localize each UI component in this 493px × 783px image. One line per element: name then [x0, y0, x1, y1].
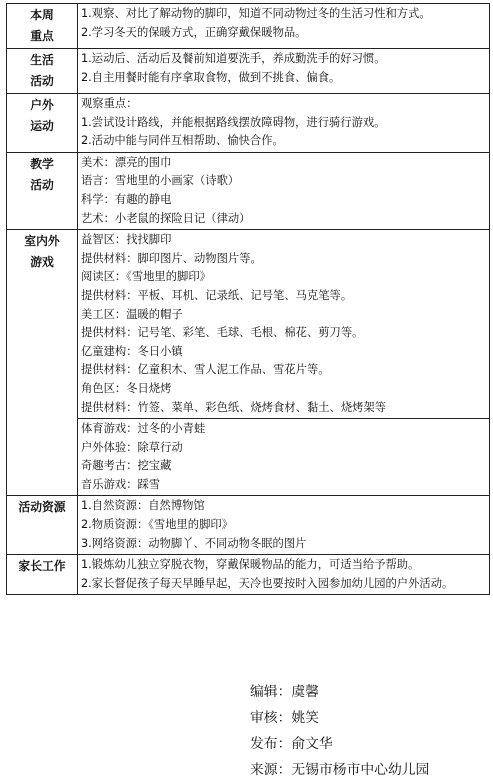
row-content — [78, 152, 490, 229]
content-line: 语言：雪地里的小画家（诗歌） — [81, 174, 240, 188]
row-content — [78, 555, 490, 595]
outdoor-games-block — [78, 419, 490, 496]
row-content — [78, 496, 490, 555]
weekly-plan-table — [6, 3, 490, 595]
indoor-areas-block — [78, 230, 490, 419]
row-content — [78, 4, 490, 49]
row-label: 本周 重点 — [7, 4, 78, 49]
row-content — [78, 49, 490, 94]
content-line: 阅读区：《雪地里的脚印》 — [81, 270, 211, 284]
content-line: 提供材料：脚印图片、动物图片等。 — [81, 251, 262, 265]
row-label: 户外 运动 — [7, 94, 78, 153]
row-indoor-outdoor-games-outdoor — [7, 419, 490, 496]
credits-block — [250, 679, 429, 783]
content-line: 提供材料：亿童积木、雪人泥工作品、雪花片等。 — [81, 363, 330, 377]
row-teaching-activity — [7, 152, 490, 229]
content-line: 角色区：冬日烧烤 — [81, 381, 172, 395]
source-credit: 来源：无锡市杨市中心幼儿园 — [250, 762, 430, 778]
content-line: 2.学习冬天的保暖方式，正确穿戴保暖物品。 — [81, 25, 307, 39]
content-line: 1.锻炼幼儿独立穿脱衣物，穿戴保暖物品的能力，可适当给予帮助。 — [81, 558, 420, 572]
row-label: 活动资源 — [7, 496, 78, 555]
weekly-plan-sheet — [6, 3, 490, 595]
row-label: 室内外 游戏 — [7, 230, 78, 496]
publisher-credit: 发布：俞文华 — [250, 736, 333, 752]
content-line: 提供材料：竹签、菜单、彩色纸、烧烤食材、黏土、烧烤架等 — [81, 400, 387, 414]
reviewer-credit: 审核：姚笑 — [250, 710, 319, 726]
row-label: 家长工作 — [7, 555, 78, 595]
content-line: 提供材料：平板、耳机、记录纸、记号笔、马克笔等。 — [81, 288, 353, 302]
content-line: 1.运动后、活动后及餐前知道要洗手，养成勤洗手的好习惯。 — [81, 52, 386, 65]
content-line: 2.活动中能与同伴互相帮助、愉快合作。 — [81, 134, 284, 148]
content-line: 2.物质资源：《雪地里的脚印》 — [81, 518, 233, 532]
content-line: 美术：漂亮的围巾 — [81, 155, 172, 169]
row-label: 教学 活动 — [7, 152, 78, 229]
content-line: 2.自主用餐时能有序拿取食物，做到不挑食、偏食。 — [81, 70, 341, 84]
editor-credit: 编辑：虞馨 — [250, 684, 319, 700]
content-line: 提供材料：记号笔、彩笔、毛球、毛根、棉花、剪刀等。 — [81, 326, 364, 340]
content-line: 1.尝试设计路线，并能根据路线摆放障碍物，进行骑行游戏。 — [81, 115, 386, 129]
row-life-activity — [7, 49, 490, 94]
content-line: 美工区：温暖的帽子 — [81, 307, 183, 321]
row-content — [78, 94, 490, 153]
row-activity-resources — [7, 496, 490, 555]
content-line: 2.家长督促孩子每天早睡早起，天冷也要按时入园参加幼儿园的户外活动。 — [81, 576, 454, 590]
row-weekly-focus — [7, 4, 490, 49]
content-line: 益智区：找找脚印 — [81, 233, 172, 247]
row-label: 生活 活动 — [7, 49, 78, 94]
content-line: 3.网络资源：动物脚丫、不同动物冬眠的图片 — [81, 536, 307, 550]
row-indoor-outdoor-games — [7, 230, 490, 419]
content-line: 科学：有趣的静电 — [81, 192, 172, 206]
content-line: 1.自然资源：自然博物馆 — [81, 499, 205, 513]
content-line: 亿童建构：冬日小镇 — [81, 344, 183, 358]
content-line: 体育游戏：过冬的小青蛙 — [81, 422, 206, 436]
row-parent-work — [7, 555, 490, 595]
content-line: 奇趣考古：挖宝藏 — [81, 459, 172, 473]
content-line: 观察重点： — [81, 97, 138, 110]
content-line: 户外体验：除草行动 — [81, 440, 183, 454]
row-outdoor-sport — [7, 94, 490, 153]
content-line: 艺术：小老鼠的探险日记（律动） — [81, 211, 251, 225]
content-line: 1.观察、对比了解动物的脚印，知道不同动物过冬的生活习性和方式。 — [81, 7, 431, 20]
content-line: 音乐游戏：踩雪 — [81, 477, 161, 491]
